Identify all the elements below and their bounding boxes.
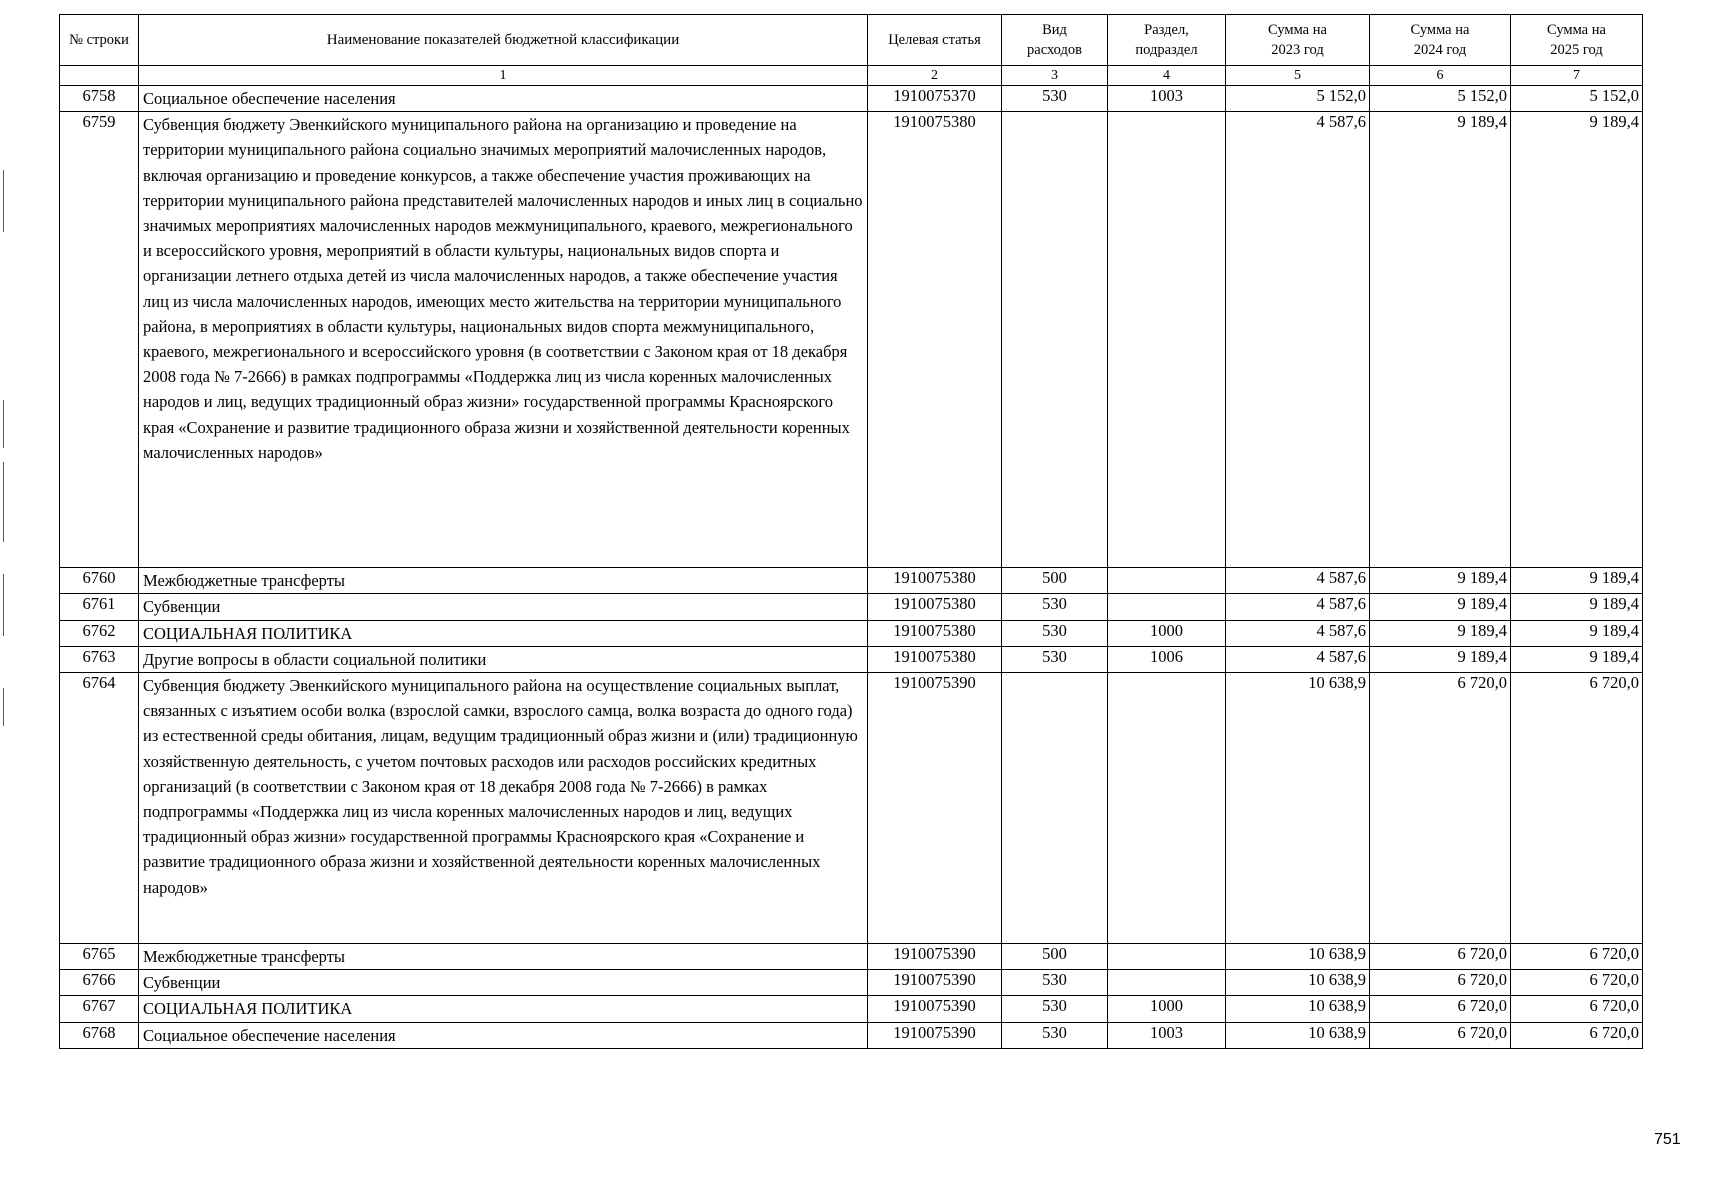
row-section: 1000 [1108,620,1226,646]
scan-mark [3,688,4,726]
row-sum-2025: 6 720,0 [1511,944,1643,970]
header-row-no: № строки [60,15,139,66]
row-sum-2024: 9 189,4 [1370,620,1511,646]
row-sum-2025: 6 720,0 [1511,996,1643,1022]
row-expense-type: 530 [1002,970,1108,996]
row-number: 6759 [60,112,139,568]
row-expense-type: 530 [1002,996,1108,1022]
header-sum-2025: Сумма на 2025 год [1511,15,1643,66]
scan-mark [3,400,4,448]
row-sum-2023: 10 638,9 [1226,944,1370,970]
table-row [60,970,1643,996]
row-expense-type: 530 [1002,86,1108,112]
row-name: СОЦИАЛЬНАЯ ПОЛИТИКА [139,620,868,646]
row-number: 6764 [60,673,139,944]
header-sum-2024: Сумма на 2024 год [1370,15,1511,66]
row-number: 6766 [60,970,139,996]
row-name: Субвенции [139,594,868,620]
row-section [1108,970,1226,996]
row-expense-type: 530 [1002,620,1108,646]
row-name: Другие вопросы в области социальной политики [139,646,868,672]
column-number: 4 [1108,66,1226,86]
scan-mark [3,170,4,232]
row-sum-2025: 5 152,0 [1511,86,1643,112]
table-row [60,996,1643,1022]
row-expense-type [1002,112,1108,568]
row-target: 1910075380 [868,594,1002,620]
column-number: 1 [139,66,868,86]
row-section [1108,594,1226,620]
row-sum-2023: 4 587,6 [1226,568,1370,594]
row-sum-2025: 9 189,4 [1511,112,1643,568]
row-sum-2025: 9 189,4 [1511,620,1643,646]
row-sum-2023: 4 587,6 [1226,646,1370,672]
row-expense-type: 530 [1002,1022,1108,1048]
row-number: 6761 [60,594,139,620]
row-name: Межбюджетные трансферты [139,568,868,594]
row-section [1108,568,1226,594]
table-row [60,594,1643,620]
row-section: 1000 [1108,996,1226,1022]
row-target: 1910075380 [868,112,1002,568]
header-expense-type: Вид расходов [1002,15,1108,66]
row-sum-2023: 10 638,9 [1226,673,1370,944]
row-sum-2023: 10 638,9 [1226,970,1370,996]
header-sum-2023: Сумма на 2023 год [1226,15,1370,66]
scan-mark [3,462,4,542]
row-sum-2025: 9 189,4 [1511,646,1643,672]
row-section [1108,112,1226,568]
column-number: 2 [868,66,1002,86]
row-number: 6768 [60,1022,139,1048]
column-number: 7 [1511,66,1643,86]
row-sum-2024: 9 189,4 [1370,594,1511,620]
column-number-row [60,66,1643,86]
table-row [60,568,1643,594]
row-sum-2024: 9 189,4 [1370,646,1511,672]
row-number: 6763 [60,646,139,672]
row-name: СОЦИАЛЬНАЯ ПОЛИТИКА [139,996,868,1022]
row-number: 6760 [60,568,139,594]
table-row [60,646,1643,672]
row-name: Субвенции [139,970,868,996]
table-row [60,112,1643,568]
row-name: Социальное обеспечение населения [139,1022,868,1048]
row-sum-2025: 6 720,0 [1511,1022,1643,1048]
row-sum-2023: 4 587,6 [1226,112,1370,568]
row-sum-2025: 6 720,0 [1511,970,1643,996]
table-row [60,620,1643,646]
row-sum-2024: 5 152,0 [1370,86,1511,112]
row-expense-type: 530 [1002,646,1108,672]
table-row [60,1022,1643,1048]
row-expense-type: 530 [1002,594,1108,620]
row-sum-2023: 10 638,9 [1226,1022,1370,1048]
row-number: 6765 [60,944,139,970]
row-sum-2024: 6 720,0 [1370,944,1511,970]
row-target: 1910075390 [868,944,1002,970]
row-sum-2024: 6 720,0 [1370,1022,1511,1048]
row-target: 1910075380 [868,620,1002,646]
row-number: 6767 [60,996,139,1022]
row-section: 1006 [1108,646,1226,672]
row-section: 1003 [1108,1022,1226,1048]
row-expense-type: 500 [1002,944,1108,970]
header-name: Наименование показателей бюджетной классификации [139,15,868,66]
table-row [60,944,1643,970]
column-number: 6 [1370,66,1511,86]
column-number [60,66,139,86]
row-number: 6762 [60,620,139,646]
table-row [60,86,1643,112]
row-expense-type: 500 [1002,568,1108,594]
row-sum-2023: 4 587,6 [1226,620,1370,646]
row-name: Межбюджетные трансферты [139,944,868,970]
row-target: 1910075390 [868,1022,1002,1048]
row-sum-2024: 9 189,4 [1370,112,1511,568]
table-header-row [60,15,1643,66]
row-expense-type [1002,673,1108,944]
row-number: 6758 [60,86,139,112]
column-number: 3 [1002,66,1108,86]
page-number: 751 [1654,1131,1681,1148]
row-section [1108,673,1226,944]
row-sum-2024: 6 720,0 [1370,673,1511,944]
row-name: Социальное обеспечение населения [139,86,868,112]
row-target: 1910075390 [868,673,1002,944]
row-target: 1910075380 [868,568,1002,594]
row-name: Субвенция бюджету Эвенкийского муниципального района на осуществление социальных выплат, связанных с изъятием особи волка (взрослой самки, взрослого самца, волка возраста до одного года) из естественной среды обитания, лицам, ведущим традиционный образ жизни и (или) традиционную хозяйственную деятельность, с учетом почтовых расходов или расходов российских кредитных организаций (в соответствии с Законом края от 18 декабря 2008 года № 7-2666) в рамках подпрограммы «Поддержка лиц из числа коренных малочисленных народов и лиц, ведущих традиционный образ жизни» государственной программы Красноярского края «Сохранение и развитие традиционного образа жизни и хозяйственной деятельности коренных малочисленных народов» [139,673,868,944]
row-sum-2025: 9 189,4 [1511,594,1643,620]
header-section: Раздел, подраздел [1108,15,1226,66]
row-sum-2024: 6 720,0 [1370,970,1511,996]
column-number: 5 [1226,66,1370,86]
header-target: Целевая статья [868,15,1002,66]
row-section: 1003 [1108,86,1226,112]
row-name: Субвенция бюджету Эвенкийского муниципального района на организацию и проведение на территории муниципального района социально значимых мероприятий малочисленных народов, включая организацию и проведение конкурсов, а также обеспечение участия проживающих на территории муниципального района представителей малочисленных народов и иных лиц в социально значимых мероприятиях малочисленных народов межмуниципального, краевого, межрегионального и всероссийского уровня, мероприятий в области культуры, национальных видов спорта и организации летнего отдыха детей из числа малочисленных народов, а также обеспечение участия лиц из числа малочисленных народов, имеющих место жительства на территории муниципального района, в мероприятиях в области культуры, национальных видов спорта межмуниципального, краевого, межрегионального и всероссийского уровня (в соответствии с Законом края от 18 декабря 2008 года № 7-2666) в рамках подпрограммы «Поддержка лиц из числа коренных малочисленных народов и лиц, ведущих традиционный образ жизни» государственной программы Красноярского края «Сохранение и развитие традиционного образа жизни и хозяйственной деятельности коренных малочисленных народов» [139,112,868,568]
row-target: 1910075390 [868,996,1002,1022]
table-row [60,673,1643,944]
row-target: 1910075390 [868,970,1002,996]
row-sum-2023: 4 587,6 [1226,594,1370,620]
scan-mark [3,574,4,636]
row-section [1108,944,1226,970]
row-sum-2025: 6 720,0 [1511,673,1643,944]
row-sum-2024: 6 720,0 [1370,996,1511,1022]
row-sum-2024: 9 189,4 [1370,568,1511,594]
row-sum-2025: 9 189,4 [1511,568,1643,594]
row-sum-2023: 10 638,9 [1226,996,1370,1022]
row-target: 1910075370 [868,86,1002,112]
row-target: 1910075380 [868,646,1002,672]
budget-table [59,14,1643,1049]
row-sum-2023: 5 152,0 [1226,86,1370,112]
